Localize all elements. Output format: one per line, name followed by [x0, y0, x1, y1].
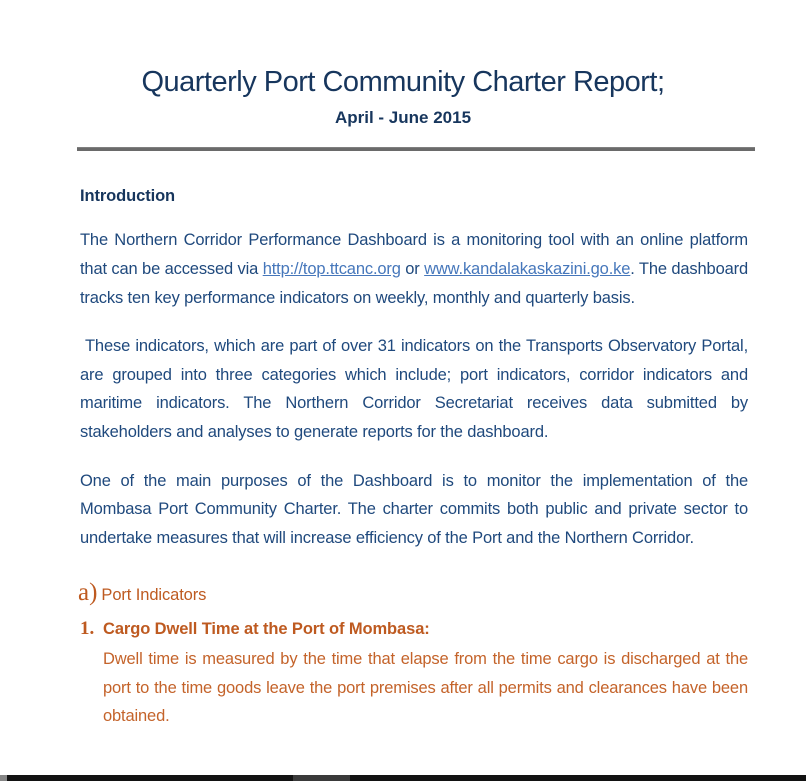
list-item-1-heading: [80, 618, 748, 640]
scrollbar-left-cap: [0, 775, 7, 781]
page-title: Quarterly Port Community Charter Report;: [141, 66, 665, 98]
section-a-title: Port Indicators: [101, 586, 207, 605]
list-item-1-body: Dwell time is measured by the time that elapse from the time cargo is discharged at the port to the time goods leave the port premises after all permits and clearances have been obtained.: [103, 650, 748, 726]
intro-paragraph-1: [80, 226, 748, 312]
document-header: [0, 0, 806, 128]
introduction-heading: Introduction: [80, 187, 176, 206]
intro-paragraph-2: These indicators, which are part of over 31 indicators on the Transports Observatory Portal, are grouped into three categories which include; port indicators, corridor indicators and maritime indicators. The Northern Corridor Secretariat receives data submitted by stakeholders and analyses to generate reports for the dashboard.: [80, 337, 748, 441]
list-item-1-title: Cargo Dwell Time at the Port of Mombasa:: [103, 620, 430, 639]
paragraph-text: . The dashboard tracks ten key performance indicators on weekly, monthly and quarterly basis.: [80, 259, 748, 307]
intro-paragraph-3: One of the main purposes of the Dashboard is to monitor the implementation of the Mombasa Port Community Charter. The charter commits both public and private sector to undertake measures that will increase efficiency of the Port and the Northern Corridor.: [80, 471, 748, 547]
paragraph-text: or: [400, 259, 425, 278]
document-body: [0, 151, 806, 731]
link-top-ttcanc[interactable]: http://top.ttcanc.org: [262, 259, 401, 278]
horizontal-scrollbar-track[interactable]: [0, 775, 806, 781]
page-subtitle: April - June 2015: [334, 108, 472, 128]
section-a-label: a): [78, 579, 98, 607]
horizontal-scrollbar-thumb[interactable]: [293, 775, 350, 781]
link-kandalakaskazini[interactable]: www.kandalakaskazini.go.ke: [424, 259, 631, 278]
paragraph-text: The Northern Corridor Performance Dashboard is a monitoring tool with an online platform that can be accessed via: [80, 231, 748, 278]
section-a-port-indicators: [78, 580, 748, 605]
list-item-1-number: 1.: [80, 618, 95, 640]
